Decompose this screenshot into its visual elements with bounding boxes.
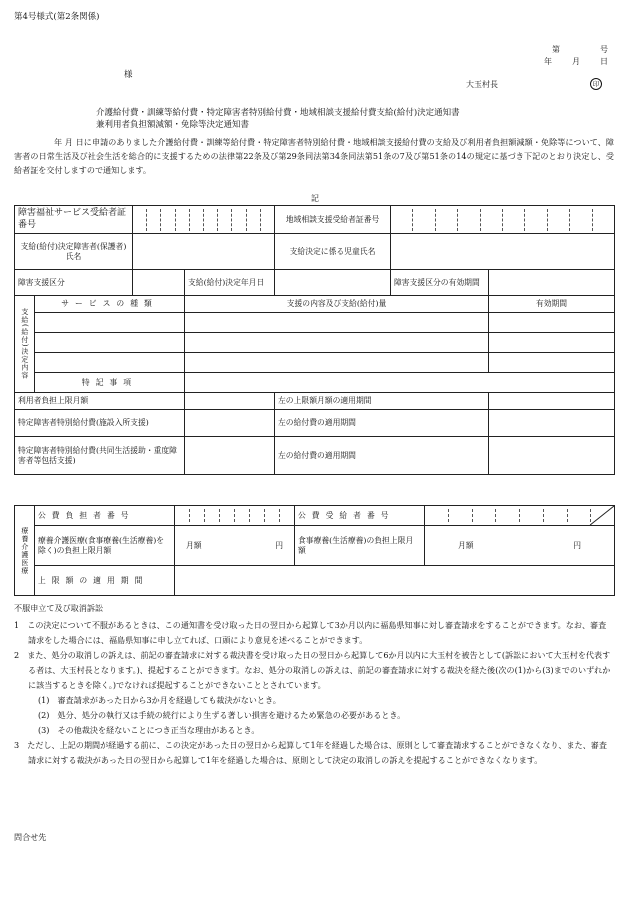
- regional-number-label: 地域相談支援受給者証番号: [275, 206, 391, 234]
- recipient-public-number-label: 公費受給者番号: [295, 506, 425, 526]
- benefit-period-2-value[interactable]: [489, 437, 615, 475]
- period-cell[interactable]: [489, 353, 615, 373]
- limit-period-label: 上限額の適用期間: [35, 566, 175, 596]
- appeal-item-2: 2 また、処分の取消しの訴えは、前記の審査請求に対する裁決書を受け取った日の翌日から起算して6か月以内に大玉村を被告として(訴訟において大玉村を代表する者は、大玉村長となります。)、提起することができます。なお、処分の取消しの訴えは、前記の審査請求に対する裁決を経た後(次の(1)から(3)までのいずれかに該当するときを除く。)でなければ提起することができないこととされています。: [14, 650, 611, 690]
- dai-label: 第: [552, 45, 560, 54]
- decision-content-label: 支給(給付)決定内容: [15, 296, 35, 393]
- appeal-item-1: 1 この決定について不服があるときは、この通知書を受け取った日の翌日から起算して3か月以内に福島県知事に対し審査請求をすることができます。なお、審査請求をした場合には、福島県知事に申し立てれば、口頭により意見を述べることができます。: [14, 620, 607, 645]
- limit-period-value[interactable]: [175, 566, 615, 596]
- support-class-label: 障害支援区分: [15, 270, 133, 296]
- meal-burden-label: 食事療養(生活療養)の負担上限月額: [295, 526, 425, 566]
- day-label: 日: [600, 57, 608, 66]
- decision-date-label: 支給(給付)決定年月日: [185, 270, 275, 296]
- regional-number-boxes[interactable]: [391, 206, 615, 234]
- monthly-label: 月額: [186, 540, 202, 550]
- meal-burden-amount[interactable]: [425, 526, 615, 566]
- care-medical-side-label: 療養介護医療: [15, 506, 35, 596]
- special-benefit-2-value[interactable]: [185, 437, 275, 475]
- appeal-sub-3: (3) その他裁決を経ないことにつき正当な理由があるとき。: [38, 725, 260, 735]
- child-name-value[interactable]: [391, 234, 615, 270]
- payer-number-label: 公費負担者番号: [35, 506, 175, 526]
- burden-limit-value[interactable]: [185, 393, 275, 410]
- go-label: 号: [600, 45, 608, 54]
- appeal-sub-2: (2) 処分、処分の執行又は手続の続行により生ずる著しい損害を避けるため緊急の必要があるとき。: [38, 710, 406, 720]
- appeal-section: [14, 601, 614, 768]
- amount-cell[interactable]: [185, 313, 489, 333]
- document-number-date: [544, 44, 608, 68]
- form-number: 第4号様式(第2条関係): [14, 12, 100, 22]
- document-title: [96, 107, 460, 131]
- seal-mark: 印: [590, 78, 602, 90]
- payer-number-boxes[interactable]: [175, 506, 295, 526]
- amount-cell[interactable]: [185, 333, 489, 353]
- benefit-period-2-label: 左の給付費の適用期間: [275, 437, 489, 475]
- benefit-period-1-value[interactable]: [489, 410, 615, 437]
- decision-date-value[interactable]: [275, 270, 391, 296]
- service-cell[interactable]: [35, 313, 185, 333]
- title-line-1: 介護給付費・訓練等給付費・特定障害者特別給付費・地域相談支援給付費支給(給付)決定通知書: [96, 108, 460, 118]
- support-class-value[interactable]: [133, 270, 185, 296]
- special-benefit-2-label: 特定障害者特別給付費(共同生活援助・重度障害者等包括支援): [15, 437, 185, 475]
- support-amount-header: 支援の内容及び支給(給付)量: [185, 296, 489, 313]
- diagonal-strike: [425, 506, 614, 525]
- contact-label: 問合せ先: [14, 832, 47, 842]
- decision-holder-label: 支給(給付)決定障害者(保護者)氏名: [15, 234, 133, 270]
- decision-holder-value[interactable]: [133, 234, 275, 270]
- decision-table: [14, 205, 615, 475]
- special-notes-label: 特記事項: [35, 373, 185, 393]
- yen-label: 円: [275, 540, 283, 550]
- burden-limit-period-label: 左の上限額月額の適用期間: [275, 393, 489, 410]
- valid-period-header: 有効期間: [489, 296, 615, 313]
- addressee-honorific: 様: [124, 70, 133, 80]
- recipient-number-boxes[interactable]: [133, 206, 275, 234]
- service-type-header: サービスの種類: [35, 296, 185, 313]
- amount-cell[interactable]: [185, 353, 489, 373]
- benefit-period-1-label: 左の給付費の適用期間: [275, 410, 489, 437]
- class-valid-label: 障害支援区分の有効期間: [391, 270, 489, 296]
- period-cell[interactable]: [489, 333, 615, 353]
- monthly-label: 月額: [458, 540, 474, 550]
- special-benefit-1-value[interactable]: [185, 410, 275, 437]
- recipient-public-number-boxes[interactable]: [425, 506, 615, 526]
- class-valid-value[interactable]: [489, 270, 615, 296]
- special-notes-value[interactable]: [185, 373, 615, 393]
- recipient-number-label: 障害福祉サービス受給者証番号: [15, 206, 133, 234]
- burden-limit-label: 利用者負担上限月額: [15, 393, 185, 410]
- care-burden-label: 療養介護医療(食事療養(生活療養)を除く)の負担上限月額: [35, 526, 175, 566]
- ki-heading: 記: [311, 194, 319, 203]
- service-cell[interactable]: [35, 333, 185, 353]
- intro-paragraph: 年 月 日に申請のありました介護給付費・訓練等給付費・特定障害者特別給付費・地域相談支援給付費の支給及び利用者負担額減額・免除等について、障害者の日常生活及び社会生活を総合的に支援するための法律第22条及び第29条同法第34条同法第51条の7及び第51条の14の規定に基づき下記のとおり決定し、受給者証を交付しますので通知します。: [14, 137, 614, 175]
- burden-limit-period-value[interactable]: [489, 393, 615, 410]
- title-line-2: 兼利用者負担額減額・免除等決定通知書: [96, 120, 250, 130]
- issuer-mayor: 大玉村長: [466, 80, 498, 89]
- yen-label: 円: [573, 540, 581, 550]
- month-label: 月: [572, 57, 580, 66]
- appeal-heading: 不服申立て及び取消訴訟: [14, 603, 104, 613]
- appeal-item-3: 3 ただし、上記の期間が経過する前に、この決定があった日の翌日から起算して1年を経過した場合は、原則として審査請求することができなくなり、また、審査請求に対する裁決があった日の翌日から起算して1年を経過した場合は、原則として決定の取消しの訴えを提起することができなくなります。: [14, 740, 607, 765]
- special-benefit-1-label: 特定障害者特別給付費(施設入所支援): [15, 410, 185, 437]
- period-cell[interactable]: [489, 313, 615, 333]
- care-burden-amount[interactable]: [175, 526, 295, 566]
- appeal-sub-1: (1) 審査請求があった日から3か月を経過しても裁決がないとき。: [38, 695, 281, 705]
- year-label: 年: [544, 57, 552, 66]
- service-cell[interactable]: [35, 353, 185, 373]
- care-medical-table: [14, 505, 615, 596]
- child-name-label: 支給決定に係る児童氏名: [275, 234, 391, 270]
